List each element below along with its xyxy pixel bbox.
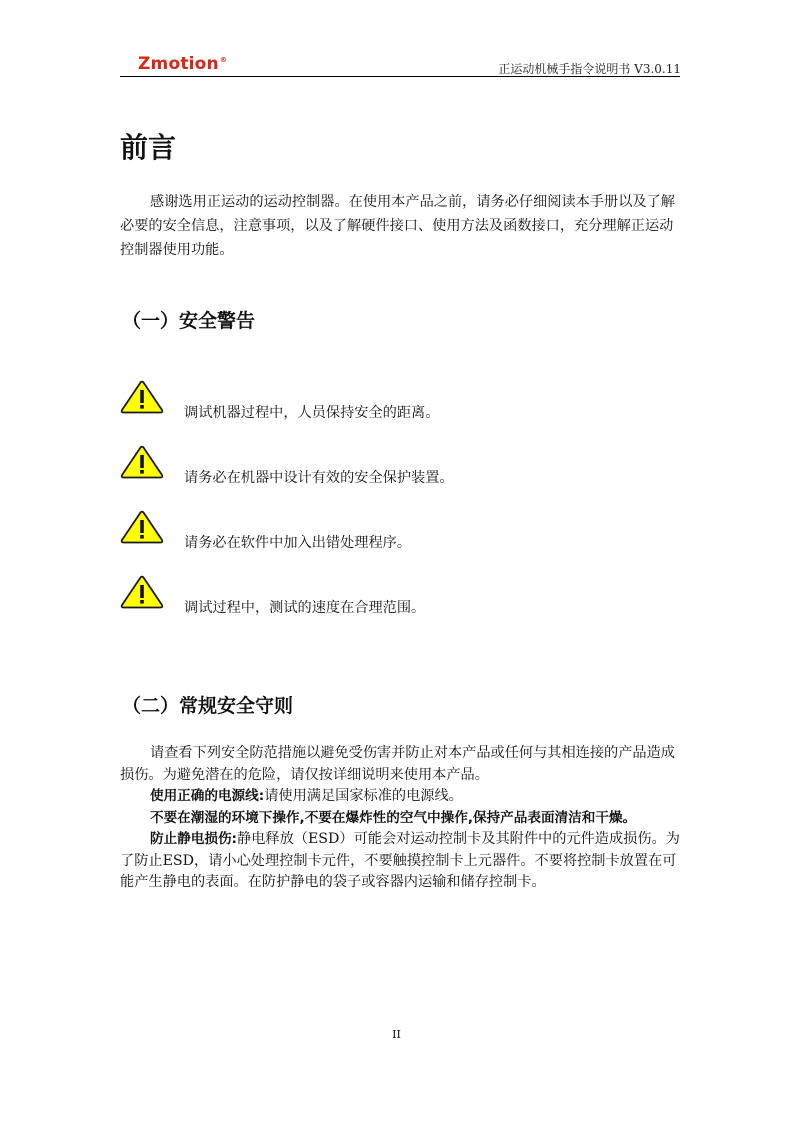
warning-icon [120, 445, 164, 479]
rule-power-cord-label: 使用正确的电源线: [150, 788, 265, 804]
warning-icon [120, 575, 164, 609]
brand-logo [138, 54, 227, 74]
intro-paragraph: 感谢选用正运动的运动控制器。在使用本产品之前，请务必仔细阅读本手册以及了解必要的安全信息，注意事项，以及了解硬件接口、使用方法及函数接口，充分理解正运动控制器使用功能。 [120, 194, 675, 258]
page-title: 前言 [120, 131, 177, 164]
document-title: 正运动机械手指令说明书 V3.0.11 [498, 62, 681, 76]
section-title-safety-warnings: （一）安全警告 [122, 310, 256, 332]
header-divider [120, 76, 680, 77]
page-number: II [392, 1028, 401, 1041]
warning-item [120, 510, 680, 550]
warning-icon [120, 380, 164, 414]
rule-esd [120, 829, 680, 894]
rules-paragraph: 请查看下列安全防范措施以避免受伤害并防止对本产品或任何与其相连接的产品造成损伤。为避免潜在的危险，请仅按详细说明来使用本产品。 [120, 745, 675, 783]
rule-esd-text: 静电释放（ESD）可能会对运动控制卡及其附件中的元件造成损伤。为了防止ESD，请小心处理控制卡元件，不要触摸控制卡上元器件。不要将控制卡放置在可能产生静电的表面。在防护静电的袋子或容器内运输和储存控制卡。 [120, 831, 680, 890]
brand-logo-text: Zmotion [138, 54, 219, 74]
warning-text: 请务必在机器中设计有效的安全保护装置。 [184, 470, 454, 486]
warning-item [120, 445, 680, 485]
warning-text: 调试机器过程中，人员保持安全的距离。 [184, 405, 440, 421]
warning-item [120, 380, 680, 420]
rule-power-cord-text: 请使用满足国家标准的电源线。 [264, 788, 463, 804]
warning-item [120, 575, 680, 615]
section-title-general-safety-rules: （二）常规安全守则 [122, 695, 294, 717]
warning-icon [120, 510, 164, 544]
rule-environment-label: 不要在潮湿的环境下操作,不要在爆炸性的空气中操作,保持产品表面清洁和干燥。 [150, 809, 637, 826]
warning-text: 请务必在软件中加入出错处理程序。 [184, 535, 412, 551]
rule-power-cord [120, 786, 680, 808]
rule-environment [120, 808, 680, 830]
registered-mark: ® [219, 56, 228, 65]
safety-rules-body [120, 743, 680, 894]
warning-text: 调试过程中，测试的速度在合理范围。 [184, 600, 426, 616]
rule-esd-label: 防止静电损伤: [150, 831, 237, 847]
